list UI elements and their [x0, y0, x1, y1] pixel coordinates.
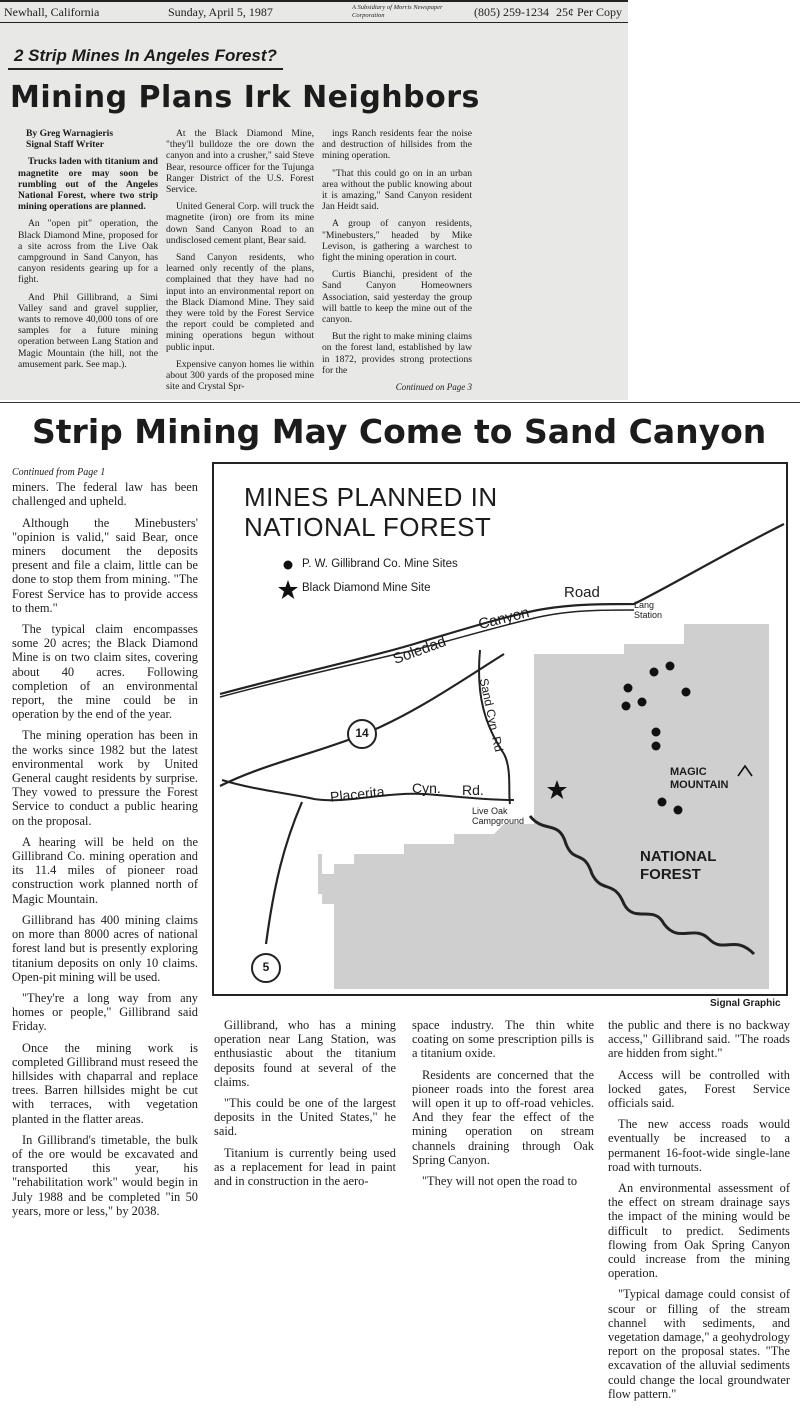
section-rule [0, 402, 800, 403]
paragraph: the public and there is no backway access," Gillibrand said. "The roads are hidden from sight." [608, 1018, 790, 1061]
masthead-phone: (805) 259-1234 [474, 5, 549, 19]
paragraph: ings Ranch residents fear the noise and destruction of hillsides from the mining operation. [322, 128, 472, 162]
gillibrand-mine-dot [624, 684, 633, 693]
story2-column-d [608, 1018, 790, 1408]
gillibrand-mine-dot [682, 688, 691, 697]
paragraph: A group of canyon residents, "Minebusters," headed by Mike Levison, is gathering a warchest to fight the mining operation in court. [322, 218, 472, 264]
byline [18, 128, 158, 150]
continued-from-tag: Continued from Page 1 [12, 467, 106, 478]
legend-star-icon [278, 580, 298, 599]
graphic-credit: Signal Graphic [710, 998, 781, 1009]
gillibrand-mine-dot [622, 702, 631, 711]
story2-left-column [12, 466, 198, 1225]
route-5-label: 5 [262, 960, 270, 974]
legend-star-label: Black Diamond Mine Site [302, 582, 431, 594]
headline: Mining Plans Irk Neighbors [10, 80, 480, 115]
label-live-oak: Live Oak Campground [472, 806, 525, 826]
paragraph: The typical claim encompasses some 20 acres; the Black Diamond Mine is on two claim sites, covering about 40 acres. Following completion of an environmental report, the mine could be in operation by the end of the year. [12, 622, 198, 722]
gillibrand-mine-dot [652, 728, 661, 737]
gillibrand-mine-dot [666, 662, 675, 671]
paragraph: The new access roads would eventually be increased to a permanent 16-foot-wide single-lane road with turnouts. [608, 1117, 790, 1174]
kicker: 2 Strip Mines In Angeles Forest? [14, 46, 277, 65]
gillibrand-mine-dot [652, 742, 661, 751]
paragraph: "This could be one of the largest deposits in the United States," he said. [214, 1096, 396, 1139]
paragraph: Curtis Bianchi, president of the Sand Canyon Homeowners Association, said yesterday the group will battle to keep the mine out of the canyon. [322, 269, 472, 326]
paragraph: A hearing will be held on the Gillibrand Co. mining operation and its 11.4 miles of pioneer road construction work planned north of Magic Mountain. [12, 834, 198, 906]
paragraph: Although the Minebusters' "opinion is valid," said Bear, once miners document the deposits present and file a claim, little can be done to stop them from mining. "The Forest Service has to provide access to them." [12, 515, 198, 615]
paragraph: Trucks laden with titanium and magnetite ore may soon be rumbling out of the Angeles National Forest, where two strip mining operations are planned. [18, 156, 158, 213]
kicker-rule [8, 68, 283, 70]
masthead-subsidiary: A Subsidiary of Morris Newspaper Corporation [352, 4, 443, 19]
label-soledad: Soledad [390, 633, 449, 668]
story2-column-c [412, 1018, 594, 1195]
gillibrand-mine-dot [674, 806, 683, 815]
story1-column-1 [18, 128, 158, 376]
paragraph: Gillibrand has 400 mining claims on more than 8000 acres of national forest land but is presently exploring titanium deposits on only 10 claims. Open-pit mining will be used. [12, 912, 198, 984]
label-cyn: Cyn. [412, 780, 441, 796]
paragraph: In Gillibrand's timetable, the bulk of the ore would be excavated and transported this year, his "rehabilitation work" would begin in July 1988 and be completed "in 50 years, more or less," by 2038. [12, 1132, 198, 1218]
label-lang-station: Lang Station [634, 600, 663, 620]
label-rd: Rd. [462, 782, 484, 798]
label-placerita: Placerita [329, 783, 386, 805]
paragraph: United General Corp. will truck the magnetite (iron) ore from its mine down Sand Canyon Road to an undisclosed cement plant, Bear said. [166, 201, 314, 246]
paragraph: Expensive canyon homes lie within about 300 yards of the proposed mine site and Crystal Spr- [166, 358, 314, 393]
paragraph: Residents are concerned that the pioneer roads into the forest area will open it up to off-road vehicles. And they fear the effect of the mining operation on stream channels draining through Oak Spring Canyon. [412, 1067, 594, 1167]
paragraph: "They will not open the road to [422, 1174, 578, 1189]
masthead [0, 0, 628, 23]
masthead-date: Sunday, April 5, 1987 [168, 5, 273, 19]
legend-dot-icon [284, 561, 293, 570]
paragraph: miners. The federal law has been challenged and upheld. [12, 480, 198, 509]
story1-column-3 [322, 128, 472, 399]
paragraph: Sand Canyon residents, who learned only recently of the plans, complained that they have had no input into an environmental report on the Black Diamond Mine. They said they were told by the Forest Service the report could be completed and mining operations begun without public input. [166, 252, 314, 353]
route-14-label: 14 [355, 726, 369, 740]
label-canyon: Canyon [476, 603, 531, 634]
story2-column-b [214, 1018, 396, 1195]
paragraph: space industry. The thin white coating on some prescription pills is a titanium oxide. [412, 1018, 594, 1061]
continued-on-tag: Continued on Page 3 [395, 382, 472, 393]
paragraph: The mining operation has been in the works since 1982 but the latest environmental work by United General caught residents by surprise. They vowed to pressure the Forest Service to conduct a public hearing on the proposal. [12, 728, 198, 828]
map-title-line-2: NATIONAL FOREST [244, 512, 492, 542]
paragraph: Once the mining work is completed Gillibrand must reseed the hillsides with chaparral and replace trees. Barren hillsides might be cut with terraces, with vegetation planted in the flatter areas. [12, 1040, 198, 1126]
byline-title: Signal Staff Writer [26, 139, 104, 151]
map-title-line-1: MINES PLANNED IN [244, 482, 498, 512]
label-national-forest: NATIONAL FOREST [640, 848, 717, 883]
headline-2: Strip Mining May Come to Sand Canyon [32, 412, 767, 451]
paragraph: "Typical damage could consist of scour or filling of the stream channel with sediments, and vegetation damage," a geohydrology report on the proposal states. "The excavation of the alluvial sediments could change the local groundwater flow pattern." [608, 1287, 790, 1401]
label-road: Road [564, 584, 600, 601]
paragraph: Gillibrand, who has a mining operation near Lang Station, was enthusiastic about the titanium deposits found at several of the claims. [214, 1018, 396, 1089]
masthead-city: Newhall, California [4, 5, 100, 19]
paragraph: An "open pit" operation, the Black Diamond Mine, proposed for a site across from the Live Oak campground in Sand Canyon, has canyon residents gearing up for a fight. [18, 218, 158, 286]
paragraph: "They're a long way from any homes or people," Gillibrand said Friday. [12, 990, 198, 1034]
legend-dot-label: P. W. Gillibrand Co. Mine Sites [302, 558, 458, 570]
paragraph: An environmental assessment of the effect on stream drainage says the impact of the mining would be difficult to predict. Sediments flowing from Oak Spring Canyon could increase from the mining operation. [608, 1181, 790, 1281]
map-graphic [212, 462, 788, 996]
masthead-price: 25¢ Per Copy [556, 5, 622, 19]
paragraph: At the Black Diamond Mine, "they'll bulldoze the ore down the canyon and into a crusher," said Steve Bear, resource officer for the Tujunga Ranger District of the U.S. Forest Service. [166, 128, 314, 196]
story1-column-2 [166, 128, 314, 398]
byline-name: By Greg Warnagieris [26, 128, 114, 139]
paragraph: But the right to make mining claims on the forest land, established by law in 1872, provides strong protections for the [322, 331, 472, 376]
map-title [244, 482, 498, 542]
gillibrand-mine-dot [650, 668, 659, 677]
label-magic-mountain: MAGIC MOUNTAIN [670, 766, 729, 791]
gillibrand-mine-dot [658, 798, 667, 807]
paragraph: And Phil Gillibrand, a Simi Valley sand and gravel supplier, wants to remove 40,000 tons of ore samples for a future mining operation between Lang Station and Magic Mountain (the hill, not the amusement park. See map.). [18, 291, 158, 370]
paragraph: "That this could go on in an urban area without the public knowing about it is amazing," Sand Canyon resident Jan Heidt said. [322, 167, 472, 213]
paragraph: Titanium is currently being used as a replacement for lead in paint and in construction in the aero- [214, 1145, 396, 1189]
interstate-5-line [266, 802, 302, 944]
label-sand-cyn-rd: Sand Cyn. Rd [476, 677, 506, 753]
paragraph: Access will be controlled with locked gates, Forest Service officials said. [608, 1067, 790, 1111]
gillibrand-mine-dot [638, 698, 647, 707]
